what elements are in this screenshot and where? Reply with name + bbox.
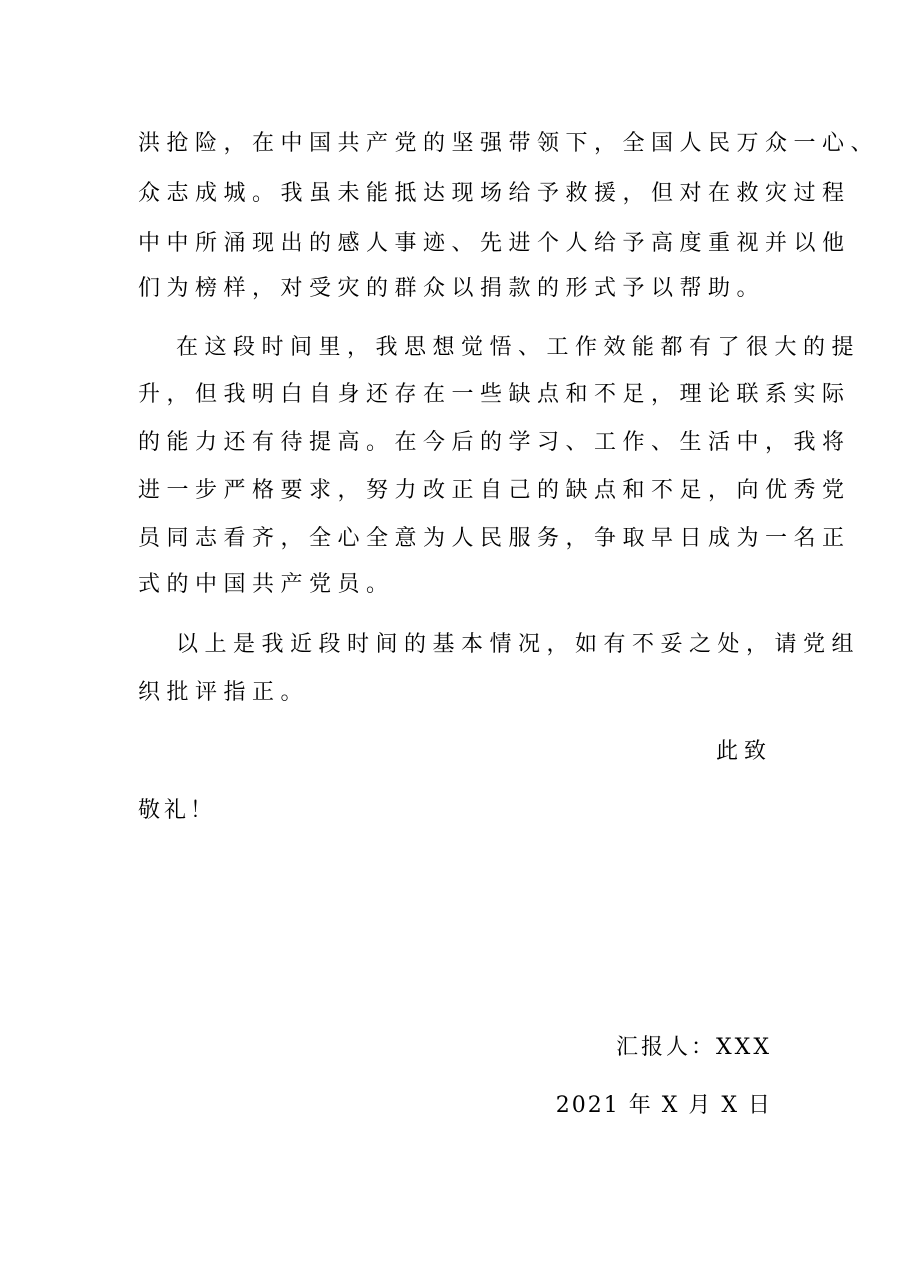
paragraph-3-line-1: 以上是我近段时间的基本情况，如有不妥之处，请党组	[176, 632, 861, 657]
paragraph-1-line-3: 中中所涌现出的感人事迹、先进个人给予高度重视并以他	[138, 231, 851, 256]
paragraph-2-line-4: 进一步严格要求，努力改正自己的缺点和不足，向优秀党	[138, 478, 851, 503]
closing-salute-1: 此致	[715, 739, 772, 764]
paragraph-2-line-6: 式的中国共产党员。	[138, 572, 395, 597]
paragraph-1-line-1: 洪抢险，在中国共产党的坚强带领下，全国人民万众一心、	[138, 131, 880, 156]
paragraph-3-line-2: 织批评指正。	[138, 680, 310, 705]
paragraph-1-line-4: 们为榜样，对受灾的群众以捐款的形式予以帮助。	[138, 276, 766, 301]
paragraph-2-line-3: 的能力还有待提高。在今后的学习、工作、生活中，我将	[138, 430, 851, 455]
closing-salute-2: 敬礼！	[138, 798, 217, 823]
signature-reporter: 汇报人：XXX	[616, 1035, 772, 1060]
paragraph-2-line-1: 在这段时间里，我思想觉悟、工作效能都有了很大的提	[176, 335, 861, 360]
signature-date: 2021 年 X 月 X 日	[555, 1093, 772, 1118]
paragraph-2-line-5: 员同志看齐，全心全意为人民服务，争取早日成为一名正	[138, 526, 851, 551]
paragraph-2-line-2: 升，但我明白自身还存在一些缺点和不足，理论联系实际	[138, 382, 851, 407]
paragraph-1-line-2: 众志成城。我虽未能抵达现场给予救援，但对在救灾过程	[138, 181, 851, 206]
